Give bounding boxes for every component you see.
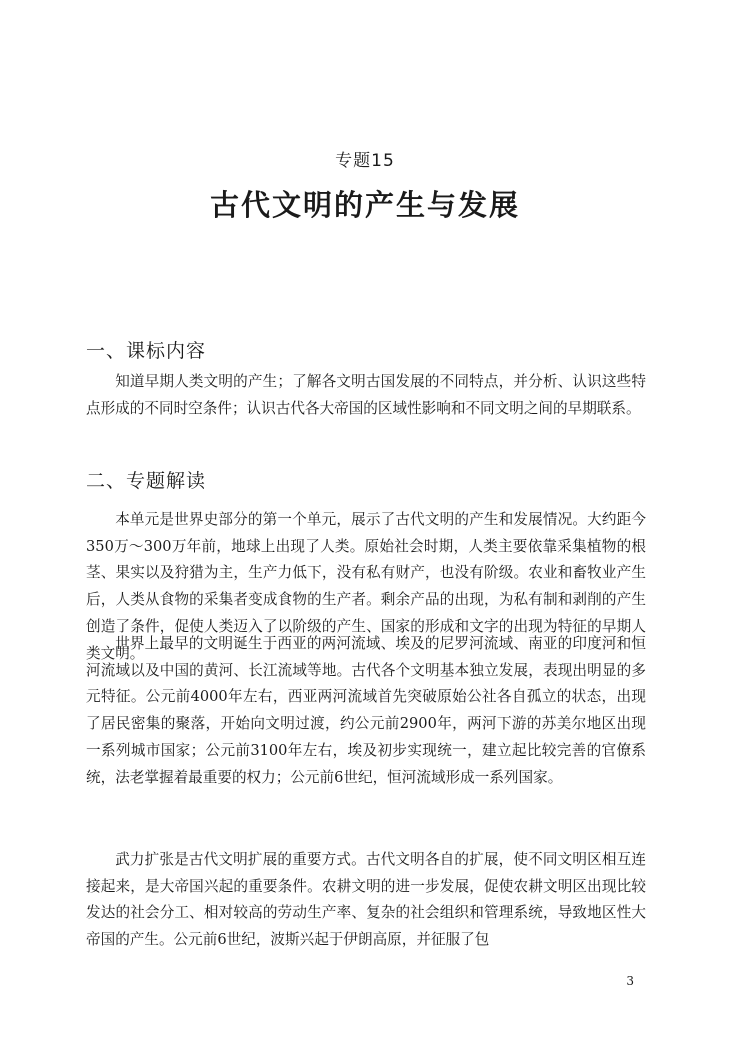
paragraph: 武力扩张是古代文明扩展的重要方式。古代文明各自的扩展，使不同文明区相互连接起来，是大帝国兴起的重要条件。农耕文明的进一步发展，促使农耕文明区出现比较发达的社会分工、相对较高的劳动生产率、复杂的社会组织和管理系统，导致地区性大帝国的产生。公元前6世纪，波斯兴起于伊朗高原，并征服了包 [86, 851, 646, 949]
paragraph: 世界上最早的文明诞生于西亚的两河流域、埃及的尼罗河流域、南亚的印度河和恒河流域以及中国的黄河、长江流域等地。古代各个文明基本独立发展，表现出明显的多元特征。公元前4000年左右，西亚两河流域首先突破原始公社各自孤立的状态，出现了居民密集的聚落，开始向文明过渡，约公元前2900年，两河下游的苏美尔地区出现一系列城市国家；公元前3100年左右，埃及初步实现统一，建立起比较完善的官僚系统，法老掌握着最重要的权力；公元前6世纪，恒河流域形成一系列国家。 [86, 635, 646, 786]
topic-label: 专题15 [335, 151, 395, 171]
paragraph: 本单元是世界史部分的第一个单元，展示了古代文明的产生和发展情况。大约距今350万～300万年前，地球上出现了人类。原始社会时期，人类主要依靠采集植物的根茎、果实以及狩猎为主，生产力低下，没有私有财产，也没有阶级。农业和畜牧业产生后，人类从食物的采集者变成食物的生产者。剩余产品的出现，为私有制和剥削的产生创造了条件，促使人类迈入了以阶级的产生、国家的形成和文字的出现为特征的早期人类文明。 [86, 511, 646, 662]
section-heading-curriculum: 一、课标内容 [86, 340, 207, 362]
section-heading-interpretation: 二、专题解读 [86, 470, 207, 492]
page-number: 3 [626, 974, 634, 988]
paragraph: 知道早期人类文明的产生；了解各文明古国发展的不同特点，并分析、认识这些特点形成的不同时空条件；认识古代各大帝国的区域性影响和不同文明之间的早期联系。 [86, 373, 646, 417]
page-title: 古代文明的产生与发展 [209, 188, 520, 222]
